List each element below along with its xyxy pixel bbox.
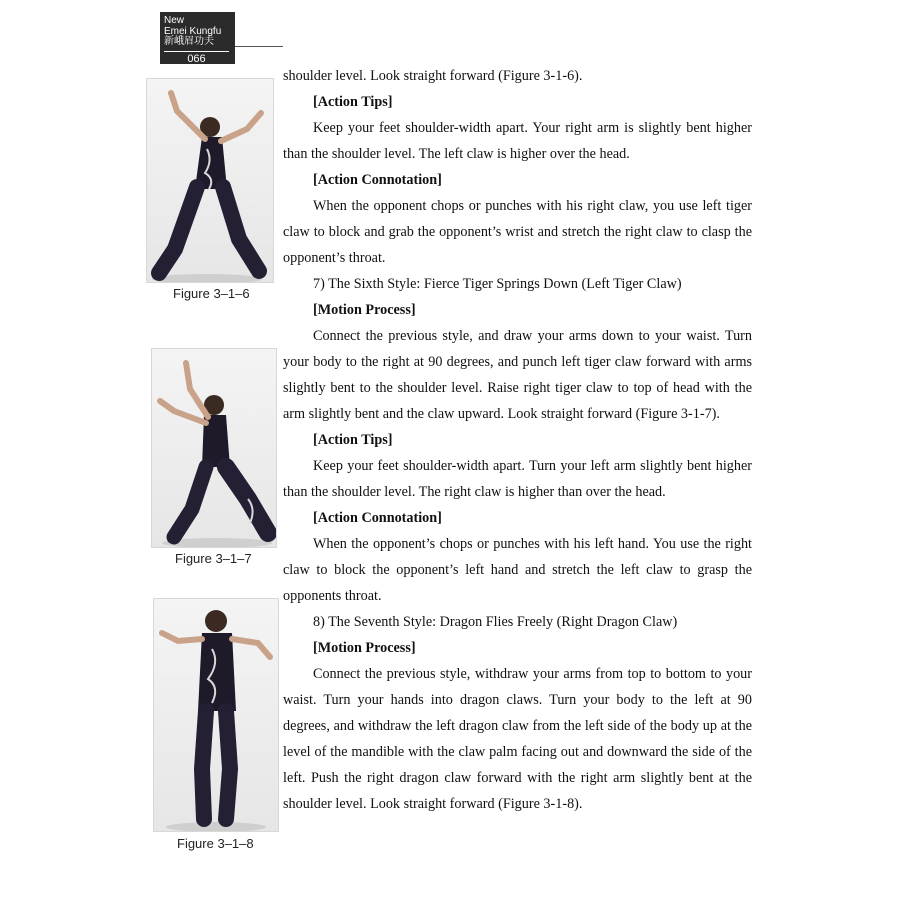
section-heading: [Action Tips] [313,432,393,448]
paragraph: Keep your feet shoulder-width apart. Turn your left arm slightly bent higher than the shoulder level. The right claw is higher than over the head. [283,458,752,500]
header-rule [235,46,283,47]
running-header [160,12,235,64]
paragraph: Connect the previous style, and draw your arms down to your waist. Turn your body to the right at 90 degrees, and punch left tiger claw forward with arms slightly bent to the shoulder level. Raise right tiger claw to top of head with the arm slightly bent and the claw upward. Look straight forward (Figure 3-1-7). [283,328,752,422]
figure-caption: Figure 3–1–8 [177,836,254,851]
figure-photo-3-1-6 [146,78,274,283]
paragraph: When the opponent’s chops or punches with his left hand. You use the right claw to block the opponent’s left hand and stretch the left claw to grasp the opponents throat. [283,536,752,604]
paragraph: shoulder level. Look straight forward (Figure 3-1-6). [283,68,583,84]
header-line-chinese: 新峨眉功夫 [164,36,214,47]
section-heading: [Motion Process] [313,302,416,318]
paragraph: Connect the previous style, withdraw your arms from top to bottom to your waist. Turn your hands into dragon claws. Turn your body to the left at 90 degrees, and withdraw the left dragon claw from the left side of the body up at the level of the mandible with the claw palm facing out and downward the side of the left. Push the right dragon claw forward with the right arm slightly bent at the shoulder level. Look straight forward (Figure 3-1-8). [283,666,752,812]
style-heading: 8) The Seventh Style: Dragon Flies Freely (Right Dragon Claw) [313,614,678,630]
page-number: 066 [164,51,229,65]
kungfu-figure-illustration [152,349,276,547]
paragraph: Keep your feet shoulder-width apart. Your right arm is slightly bent higher than the shoulder level. The left claw is higher over the head. [283,120,752,162]
style-heading: 7) The Sixth Style: Fierce Tiger Springs Down (Left Tiger Claw) [313,276,682,292]
header-line-title: Emei Kungfu [164,25,222,37]
paragraph: When the opponent chops or punches with his right claw, you use left tiger claw to block and grab the opponent’s wrist and stretch the right claw to clasp the opponent’s throat. [283,198,752,266]
body-text [283,63,752,817]
kungfu-figure-illustration [154,599,278,831]
header-line-new: New [164,15,185,26]
kungfu-figure-illustration [147,79,273,282]
section-heading: [Motion Process] [313,640,416,656]
section-heading: [Action Connotation] [313,510,442,526]
figure-caption: Figure 3–1–7 [175,551,252,566]
section-heading: [Action Tips] [313,94,393,110]
section-heading: [Action Connotation] [313,172,442,188]
figure-photo-3-1-7 [151,348,277,548]
figure-caption: Figure 3–1–6 [173,286,250,301]
figure-photo-3-1-8 [153,598,279,832]
